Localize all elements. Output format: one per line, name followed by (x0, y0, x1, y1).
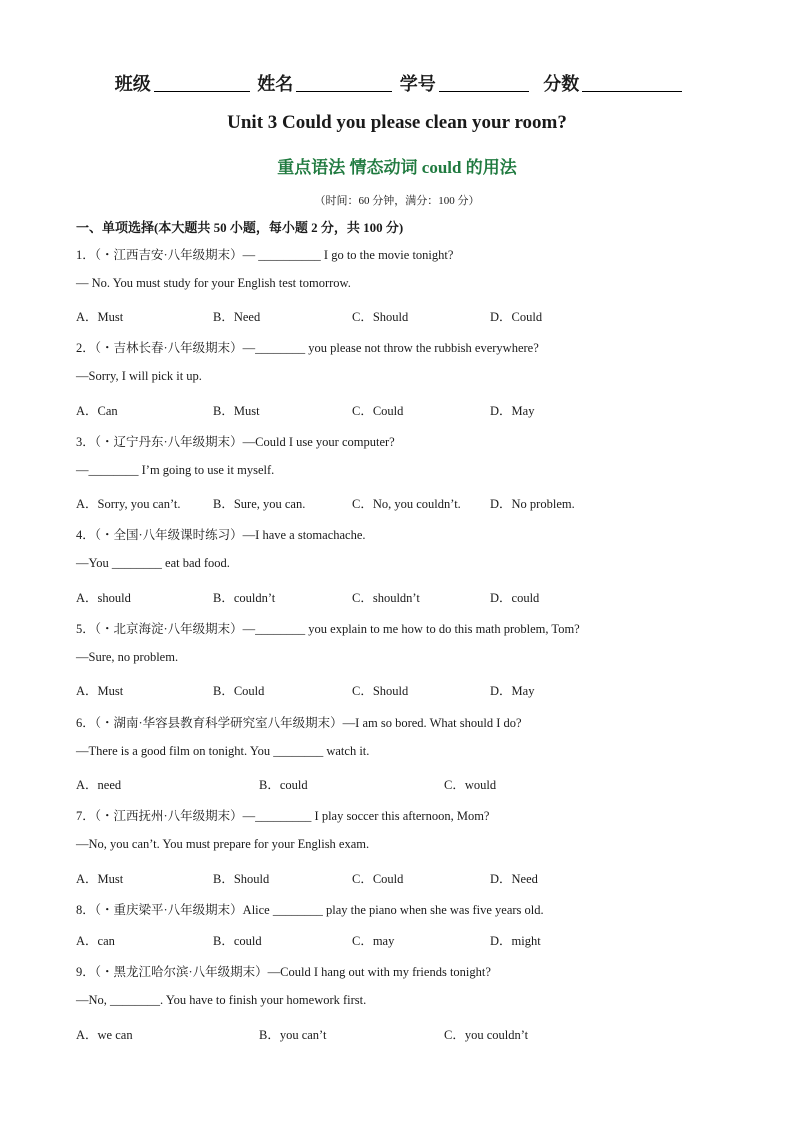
option-b: B．could (213, 934, 262, 948)
question-reply: —No, ________. You have to finish your homework first. (76, 993, 367, 1007)
option-a: A．Can (76, 404, 118, 418)
question-stem: 7．（・江西抚州·八年级期末）—_________ I play soccer this afternoon, Mom? (76, 809, 490, 823)
option-b: B．Must (213, 404, 260, 418)
question-reply: —You ________ eat bad food. (76, 556, 230, 570)
question-stem: 5．（・北京海淀·八年级期末）—________ you explain to me how to do this math problem, Tom? (76, 622, 580, 636)
page-title: Unit 3 Could you please clean your room? (227, 112, 567, 133)
section-title: 一、单项选择(本大题共 50 小题，每小题 2 分，共 100 分) (76, 220, 404, 235)
option-a: A．Must (76, 684, 124, 698)
option-d: D．Need (490, 872, 538, 886)
option-a: A．Must (76, 310, 124, 324)
option-b: B．Could (213, 684, 265, 698)
option-b: B．Should (213, 872, 270, 886)
option-c: C．shouldn’t (352, 591, 420, 605)
option-c: C．Should (352, 684, 409, 698)
option-d: D．May (490, 404, 535, 418)
question-stem: 3．（・辽宁丹东·八年级期末）—Could I use your computer? (76, 435, 395, 449)
page-subtitle: 重点语法 情态动词 could 的用法 (277, 158, 517, 177)
option-d: D．might (490, 934, 541, 948)
option-b: B．could (259, 778, 308, 792)
option-d: D．May (490, 684, 535, 698)
name-blank (296, 75, 392, 92)
number-label: 学号 (399, 74, 436, 94)
option-c: C．Could (352, 404, 404, 418)
question-reply: —There is a good film on tonight. You ________ watch it. (76, 744, 370, 758)
option-a: A．can (76, 934, 115, 948)
question-reply: —________ I’m going to use it myself. (76, 463, 275, 477)
name-label: 姓名 (257, 74, 294, 94)
option-b: B．Need (213, 310, 261, 324)
time-note: （时间：60 分钟，满分：100 分） (314, 195, 480, 207)
student-info-line (0, 70, 794, 96)
question-stem: 9．（・黑龙江哈尔滨·八年级期末）—Could I hang out with my friends tonight? (76, 965, 491, 979)
option-d: D．No problem. (490, 497, 575, 511)
question-stem: 2．（・吉林长春·八年级期末）—________ you please not throw the rubbish everywhere? (76, 341, 539, 355)
question-stem: 6．（・湖南·华容县教育科学研究室八年级期末）—I am so bored. What should I do? (76, 716, 522, 730)
question-reply: —Sure, no problem. (76, 650, 179, 664)
question-reply: — No. You must study for your English test tomorrow. (76, 276, 351, 290)
option-c: C．may (352, 934, 395, 948)
question-stem: 4．（・全国·八年级课时练习）—I have a stomachache. (76, 528, 366, 542)
option-a: A．Sorry, you can’t. (76, 497, 181, 511)
option-a: A．need (76, 778, 122, 792)
question-reply: —No, you can’t. You must prepare for your English exam. (76, 837, 370, 851)
option-c: C．would (444, 778, 497, 792)
option-b: B．couldn’t (213, 591, 276, 605)
option-b: B．you can’t (259, 1028, 327, 1042)
question-reply: —Sorry, I will pick it up. (76, 369, 202, 383)
score-blank (582, 75, 682, 92)
class-label: 班级 (114, 74, 151, 94)
option-a: A．Must (76, 872, 124, 886)
number-blank (439, 75, 529, 92)
option-c: C．No, you couldn’t. (352, 497, 461, 511)
question-stem: 1．（・江西吉安·八年级期末）— __________ I go to the movie tonight? (76, 248, 454, 262)
option-a: A．we can (76, 1028, 133, 1042)
question-stem: 8．（・重庆梁平·八年级期末）Alice ________ play the piano when she was five years old. (76, 903, 544, 917)
option-c: C．Should (352, 310, 409, 324)
option-c: C．Could (352, 872, 404, 886)
option-a: A．should (76, 591, 131, 605)
option-b: B．Sure, you can. (213, 497, 306, 511)
option-c: C．you couldn’t (444, 1028, 529, 1042)
class-blank (154, 75, 250, 92)
option-d: D．Could (490, 310, 543, 324)
score-label: 分数 (543, 74, 580, 94)
option-d: D．could (490, 591, 540, 605)
